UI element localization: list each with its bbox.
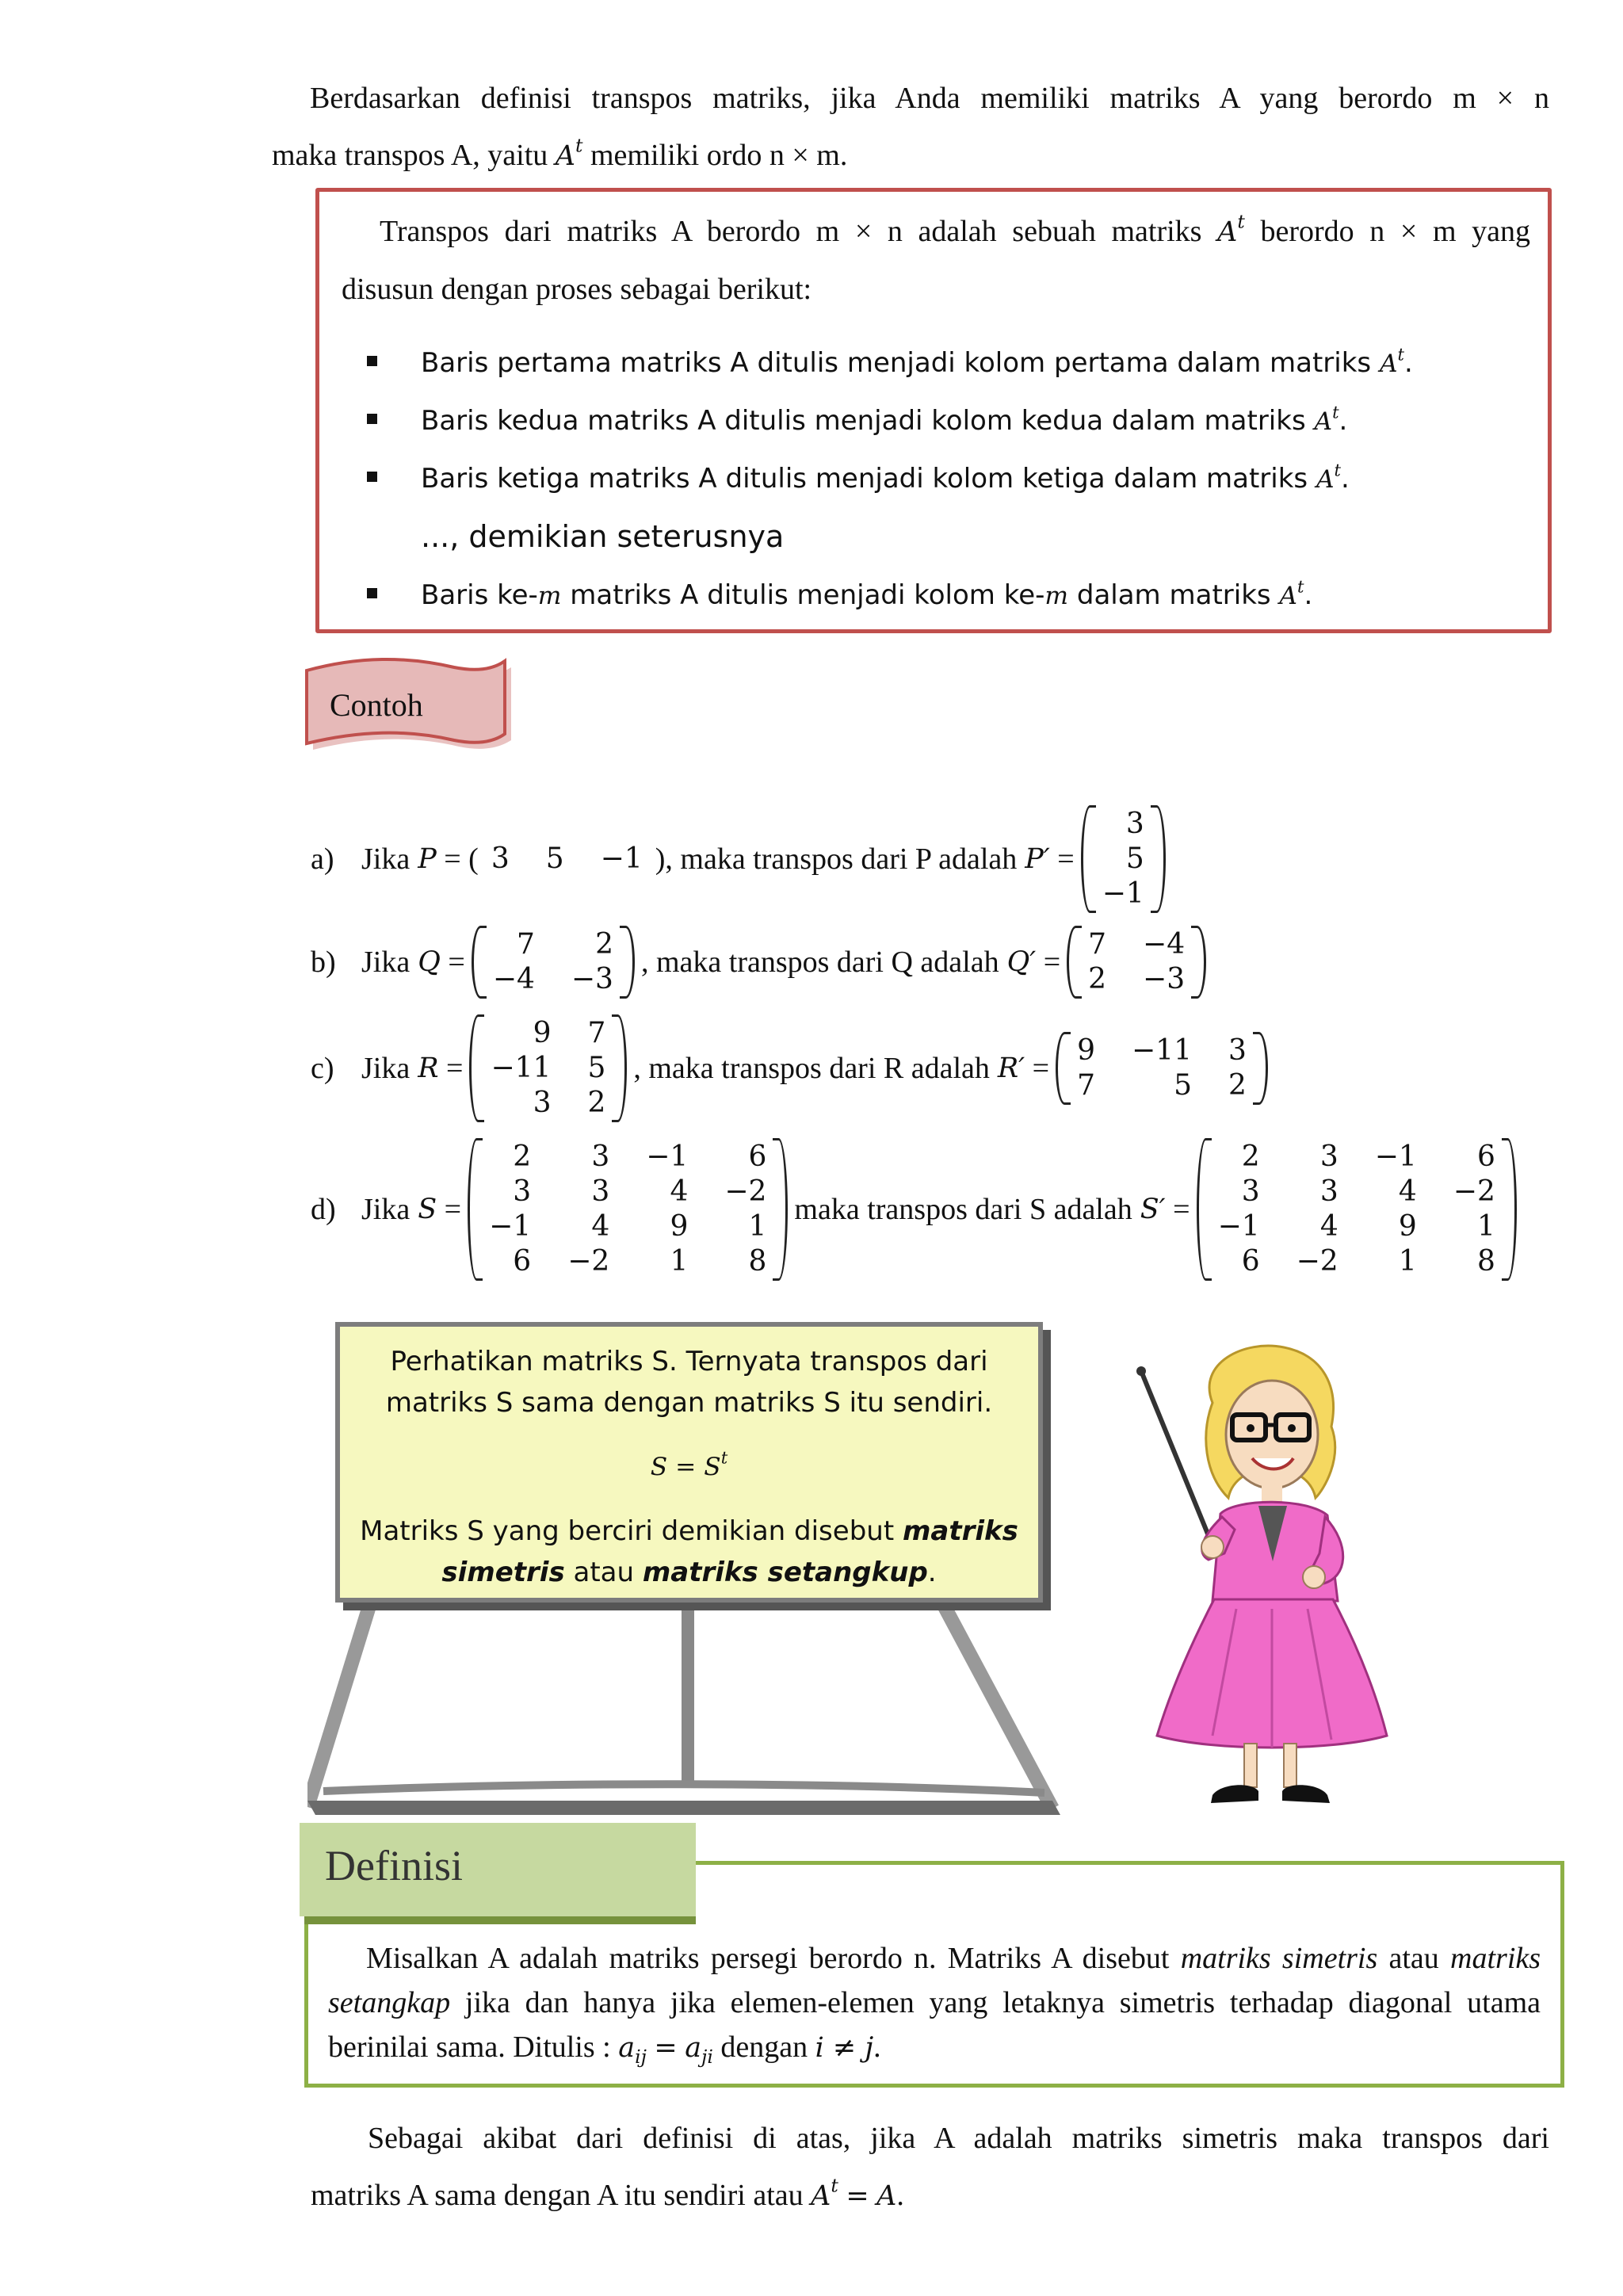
matrix-p xyxy=(485,840,649,878)
matrix-cell: 2 xyxy=(1228,1069,1247,1102)
example-d: d) Jika S = 2 3 −1 6 3 3 4 −2 −1 4 9 1 6 −2 1 8 maka transpos dari S adalah S′ = 2 3 −1 6 3 3 4 −2 −1 4 9 1 6 −2 1 8 xyxy=(311,1138,1523,1281)
closing-line-2: matriks A sama dengan A itu sendiri atau $A^t = A$. xyxy=(311,2174,904,2212)
matrix-cell: 5 xyxy=(587,1052,606,1084)
teacher-illustration-icon xyxy=(1125,1339,1411,1815)
matrix-cell: −1 xyxy=(1102,877,1144,910)
matrix-cell: −1 xyxy=(1217,1210,1260,1243)
matrix-cell: −4 xyxy=(1143,928,1186,961)
list-item: Baris pertama matriks A ditulis menjadi kolom pertama dalam matriks $A^t$. xyxy=(367,334,1524,392)
matrix-grid xyxy=(487,926,620,999)
matrix-cell: 2 xyxy=(587,1087,606,1119)
matrix-s-transpose xyxy=(1197,1138,1517,1281)
matrix-cell: 6 xyxy=(513,1245,532,1278)
matrix-bracket-right xyxy=(773,1138,788,1281)
matrix-cell: 7 xyxy=(1088,928,1107,961)
definisi-title: Definisi xyxy=(325,1842,463,1889)
matrix-bracket-right xyxy=(620,926,635,999)
matrix-cell: −1 xyxy=(1374,1140,1417,1173)
easel-stand-icon xyxy=(307,1593,1068,1823)
matrix-grid xyxy=(1212,1138,1502,1281)
matrix-cell: −11 xyxy=(1132,1034,1192,1067)
board-line-2: matriks S sama dengan matriks S itu sendiri. xyxy=(385,1387,993,1419)
matrix-grid xyxy=(1071,1032,1253,1105)
matrix-cell: 2 xyxy=(595,928,613,961)
matrix-cell: 9 xyxy=(1398,1210,1417,1243)
matrix-cell: 3 xyxy=(1319,1140,1338,1173)
matrix-cell: 9 xyxy=(670,1210,689,1243)
definisi-text: Misalkan A adalah matriks persegi berordo n. Matriks A disebut matriks simetris atau matriks setangkap jika dan hanya jika elemen-elemen yang letaknya simetris terhadap diagonal utama berinilai sama. Ditulis : $a_{ij} = a_{ji}$ dengan i ≠ j. xyxy=(328,1942,1541,2069)
bullet-icon xyxy=(367,472,377,482)
matrix-bracket-left xyxy=(1067,926,1082,999)
matrix-bracket-left xyxy=(469,1014,484,1122)
matrix-cell: 3 xyxy=(591,1175,610,1208)
list-item: ..., demikian seterusnya xyxy=(421,519,785,554)
matrix-bracket-left xyxy=(472,926,487,999)
transpose-definition-text: Transpos dari matriks A berordo m × n adalah sebuah matriks $A^t$ berordo n × m yang disusun dengan proses sebagai berikut: xyxy=(342,210,1531,306)
matrix-bracket-left xyxy=(468,1138,483,1281)
matrix-cell: 3 xyxy=(1228,1034,1247,1067)
matrix-cell: 3 xyxy=(533,1087,552,1119)
matrix-grid xyxy=(1082,926,1191,999)
board-line-1: Perhatikan matriks S. Ternyata transpos dari xyxy=(390,1346,988,1377)
bullet-icon xyxy=(367,414,377,424)
matrix-cell: 9 xyxy=(533,1017,552,1049)
matrix-grid xyxy=(484,1014,612,1122)
matrix-cell: 2 xyxy=(1088,963,1107,995)
matrix-cell: −2 xyxy=(724,1175,767,1208)
matrix-cell: 3 xyxy=(491,842,510,875)
matrix-cell: 7 xyxy=(1077,1069,1096,1102)
matrix-grid xyxy=(1096,805,1151,913)
matrix-cell: 6 xyxy=(748,1140,767,1173)
matrix-cell: 5 xyxy=(545,842,564,875)
matrix-cell: 6 xyxy=(1241,1245,1260,1278)
matrix-cell: 5 xyxy=(1174,1069,1192,1102)
matrix-cell: −3 xyxy=(571,963,613,995)
matrix-q-transpose xyxy=(1067,926,1206,999)
matrix-cell: 4 xyxy=(1398,1175,1417,1208)
matrix-bracket-right xyxy=(1151,805,1166,913)
bullet-icon xyxy=(367,588,377,598)
contoh-label: Contoh xyxy=(330,687,423,723)
transpose-steps-list xyxy=(367,334,1524,625)
matrix-cell: 1 xyxy=(1476,1210,1495,1243)
matrix-cell: 8 xyxy=(1476,1245,1495,1278)
matrix-cell: 6 xyxy=(1476,1140,1495,1173)
transpose-definition-box xyxy=(315,188,1552,633)
matrix-cell: 3 xyxy=(513,1175,532,1208)
board-line-4: simetris atau matriks setangkup. xyxy=(441,1557,937,1588)
matrix-cell: −2 xyxy=(1296,1245,1338,1278)
bullet-icon xyxy=(367,356,377,366)
matrix-r xyxy=(469,1014,627,1122)
matrix-cell: 4 xyxy=(591,1210,610,1243)
list-item: Baris kedua matriks A ditulis menjadi kolom kedua dalam matriks $A^t$. xyxy=(367,392,1524,450)
matrix-cell: −3 xyxy=(1143,963,1186,995)
board-equation: $S = S^t$ xyxy=(650,1447,728,1481)
matrix-cell: 5 xyxy=(1125,842,1144,875)
intro-paragraph xyxy=(272,70,1549,185)
closing-paragraph xyxy=(311,2110,1549,2225)
matrix-cell: 4 xyxy=(1319,1210,1338,1243)
matrix-q xyxy=(472,926,635,999)
example-a: a) Jika P = ( 3 5 −1 ) , maka transpos dari P adalah P′ = 3 5 −1 xyxy=(311,805,1172,913)
matrix-r-transpose xyxy=(1056,1032,1268,1105)
intro-line-1: Berdasarkan definisi transpos matriks, jika Anda memiliki matriks A yang berordo m × n xyxy=(310,82,1549,115)
intro-line-2: maka transpos A, yaitu $A^t$ memiliki ordo n × m. xyxy=(272,134,848,172)
matrix-bracket-left xyxy=(1056,1032,1071,1105)
matrix-cell: −4 xyxy=(492,963,535,995)
matrix-cell: 9 xyxy=(1077,1034,1096,1067)
matrix-bracket-right xyxy=(1191,926,1206,999)
matrix-cell: −1 xyxy=(646,1140,689,1173)
matrix-cell: 3 xyxy=(1125,808,1144,840)
board-line-3: Matriks S yang berciri demikian disebut matriks xyxy=(360,1515,1018,1547)
example-b: b) Jika Q = 7 2 −4 −3 , maka transpos dari Q adalah Q′ = 7 −4 2 −3 xyxy=(311,926,1212,999)
matrix-s xyxy=(468,1138,788,1281)
matrix-cell: 3 xyxy=(1319,1175,1338,1208)
definisi-underline xyxy=(304,1916,696,1924)
closing-line-1: Sebagai akibat dari definisi di atas, jika A adalah matriks simetris maka transpos dari xyxy=(368,2122,1549,2155)
matrix-cell: −1 xyxy=(489,1210,532,1243)
matrix-cell: 7 xyxy=(516,928,535,961)
matrix-grid xyxy=(485,840,649,878)
matrix-bracket-left xyxy=(1081,805,1096,913)
matrix-p-transpose xyxy=(1081,805,1166,913)
matrix-cell: 7 xyxy=(587,1017,606,1049)
matrix-cell: 2 xyxy=(513,1140,532,1173)
matrix-cell: 1 xyxy=(748,1210,767,1243)
matrix-bracket-right xyxy=(612,1014,627,1122)
matrix-bracket-right xyxy=(1502,1138,1517,1281)
matrix-cell: 4 xyxy=(670,1175,689,1208)
matrix-grid xyxy=(483,1138,773,1281)
matrix-cell: −1 xyxy=(600,842,643,875)
matrix-bracket-right xyxy=(1253,1032,1268,1105)
matrix-cell: −2 xyxy=(1453,1175,1495,1208)
matrix-cell: 3 xyxy=(1241,1175,1260,1208)
matrix-cell: 1 xyxy=(1398,1245,1417,1278)
list-item: Baris ketiga matriks A ditulis menjadi kolom ketiga dalam matriks $A^t$. xyxy=(367,450,1524,508)
matrix-cell: 8 xyxy=(748,1245,767,1278)
list-item: Baris ke-m matriks A ditulis menjadi kolom ke-m dalam matriks $A^t$. xyxy=(367,567,1524,625)
matrix-cell: 3 xyxy=(591,1140,610,1173)
chalkboard xyxy=(335,1322,1043,1603)
matrix-cell: 1 xyxy=(670,1245,689,1278)
matrix-cell: −11 xyxy=(491,1052,552,1084)
example-c: c) Jika R = 9 7 −11 5 3 2 , maka transpos dari R adalah R′ = 9 −11 3 7 5 2 xyxy=(311,1014,1274,1122)
matrix-cell: 2 xyxy=(1241,1140,1260,1173)
matrix-bracket-left xyxy=(1197,1138,1212,1281)
matrix-cell: −2 xyxy=(567,1245,610,1278)
